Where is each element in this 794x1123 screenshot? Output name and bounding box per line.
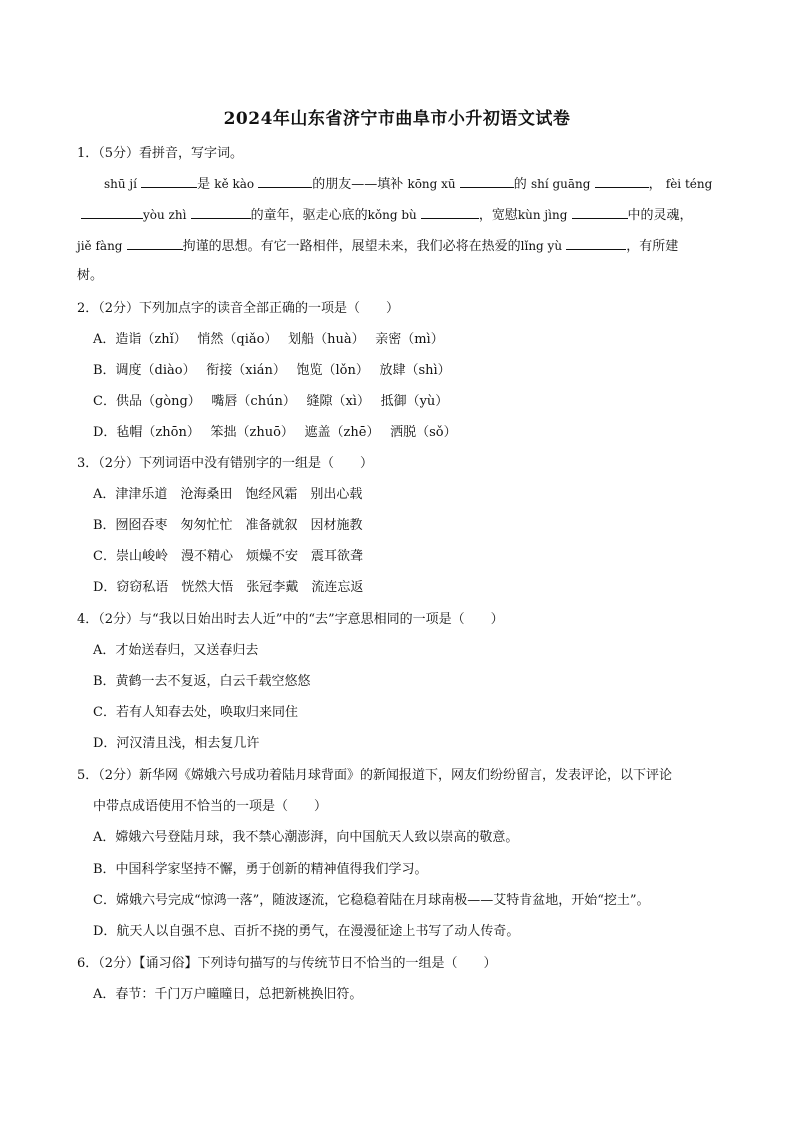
question-2-option-c[interactable]: C．供品（gòng） 嘴唇（chún） 缝隙（xì） 抵御（yù） — [93, 394, 449, 409]
pinyin-jiefang: jiě fàng — [77, 239, 123, 253]
pinyin-feiteng: fèi téng — [665, 177, 713, 191]
question-5-option-a[interactable]: A．嫦娥六号登陆月球，我不禁心潮澎湃，向中国航天人致以崇高的敬意。 — [93, 830, 519, 845]
answer-blank[interactable] — [421, 206, 479, 219]
question-1-heading: 1．（5分）看拼音，写字词。 — [77, 146, 244, 161]
question-2-option-a[interactable]: A．造诣（zhǐ） 悄然（qiǎo） 划船（huà） 亲密（mì） — [93, 332, 444, 347]
answer-blank[interactable] — [572, 206, 628, 219]
question-1-line-2 — [81, 205, 693, 226]
text-segment: 拘谨的思想。有它一路相伴，展望未来，我们必将在热爱的 — [182, 239, 521, 254]
answer-blank[interactable] — [141, 175, 197, 188]
question-4-option-a[interactable]: A．才始送春归，又送春归去 — [93, 643, 259, 658]
answer-blank[interactable] — [127, 237, 183, 250]
question-2-heading: 2．（2分）下列加点字的读音全部正确的一项是（ ） — [77, 301, 400, 316]
question-2-option-b[interactable]: B．调度（diào） 衔接（xián） 饱览（lǒn） 放肆（shì） — [93, 363, 451, 378]
question-3-option-b[interactable]: B．囫囵吞枣 匆匆忙忙 准备就叙 因材施教 — [93, 518, 363, 533]
text-segment: ， — [648, 177, 662, 192]
page-title: 2024年山东省济宁市曲阜市小升初语文试卷 — [223, 109, 571, 129]
question-3-option-a[interactable]: A．津津乐道 沧海桑田 饱经风霜 别出心载 — [93, 487, 363, 502]
question-5-heading-continued: 中带点成语使用不恰当的一项是（ ） — [93, 799, 328, 814]
pinyin-kunjing: kùn jìng — [517, 208, 568, 222]
question-4-option-d[interactable]: D．河汉清且浅，相去复几许 — [93, 736, 260, 751]
answer-blank[interactable] — [460, 175, 514, 188]
pinyin-youzhi: yòu zhì — [143, 208, 187, 222]
answer-blank[interactable] — [191, 206, 251, 219]
question-1-line-1 — [104, 174, 712, 195]
answer-blank[interactable] — [258, 175, 312, 188]
question-5-heading: 5．（2分）新华网《嫦娥六号成功着陆月球背面》的新闻报道下，网友们纷纷留言，发表评论，以下评论 — [77, 768, 673, 783]
text-segment: 中的灵魂， — [627, 208, 693, 223]
question-3-heading: 3．（2分）下列词语中没有错别字的一组是（ ） — [77, 456, 374, 471]
pinyin-shuji: shū jí — [104, 177, 137, 191]
question-5-option-b[interactable]: B．中国科学家坚持不懈，勇于创新的精神值得我们学习。 — [93, 862, 428, 877]
answer-blank[interactable] — [81, 206, 143, 219]
text-segment: 的童年，驱走心底的 — [250, 208, 368, 223]
question-4-heading: 4．（2分）与“我以日始出时去人近”中的“去”字意思相同的一项是（ ） — [77, 612, 504, 627]
question-1-line-3 — [77, 236, 678, 257]
question-2-option-d[interactable]: D．毡帽（zhōn） 笨拙（zhuō） 遮盖（zhē） 洒脱（sǒ） — [93, 425, 457, 440]
pinyin-kongbu: kǒng bù — [367, 208, 417, 222]
pinyin-kongxu: kōng xū — [407, 177, 456, 191]
pinyin-lingyu: lǐng yù — [520, 239, 563, 253]
pinyin-shiguang: shí guāng — [530, 177, 591, 191]
text-segment: 的 — [513, 177, 527, 192]
text-segment: 是 — [197, 177, 211, 192]
question-6-heading: 6．（2分）【诵习俗】下列诗句描写的与传统节日不恰当的一组是（ ） — [77, 956, 497, 971]
text-segment: ，有所建 — [626, 239, 679, 254]
question-4-option-c[interactable]: C．若有人知春去处，唤取归来同住 — [93, 705, 298, 720]
pinyin-kekao: kě kào — [214, 177, 255, 191]
question-4-option-b[interactable]: B．黄鹤一去不复返，白云千载空悠悠 — [93, 674, 311, 689]
text-segment: 的朋友——填补 — [312, 177, 404, 192]
answer-blank[interactable] — [566, 237, 626, 250]
question-3-option-d[interactable]: D．窃窃私语 恍然大悟 张冠李戴 流连忘返 — [93, 580, 364, 595]
text-segment: ，宽慰 — [478, 208, 518, 223]
question-1-line-4: 树。 — [77, 268, 104, 283]
question-5-option-c[interactable]: C．嫦娥六号完成“惊鸿一落”，随波逐流，它稳稳着陆在月球南极——艾特肯盆地，开始“挖土”。 — [93, 893, 650, 908]
question-6-option-a[interactable]: A．春节：千门万户曈曈日，总把新桃换旧符。 — [93, 987, 363, 1002]
answer-blank[interactable] — [595, 175, 649, 188]
question-3-option-c[interactable]: C．崇山峻岭 漫不精心 烦燥不安 震耳欲聋 — [93, 549, 363, 564]
question-5-option-d[interactable]: D．航天人以自强不息、百折不挠的勇气，在漫漫征途上书写了动人传奇。 — [93, 924, 520, 939]
